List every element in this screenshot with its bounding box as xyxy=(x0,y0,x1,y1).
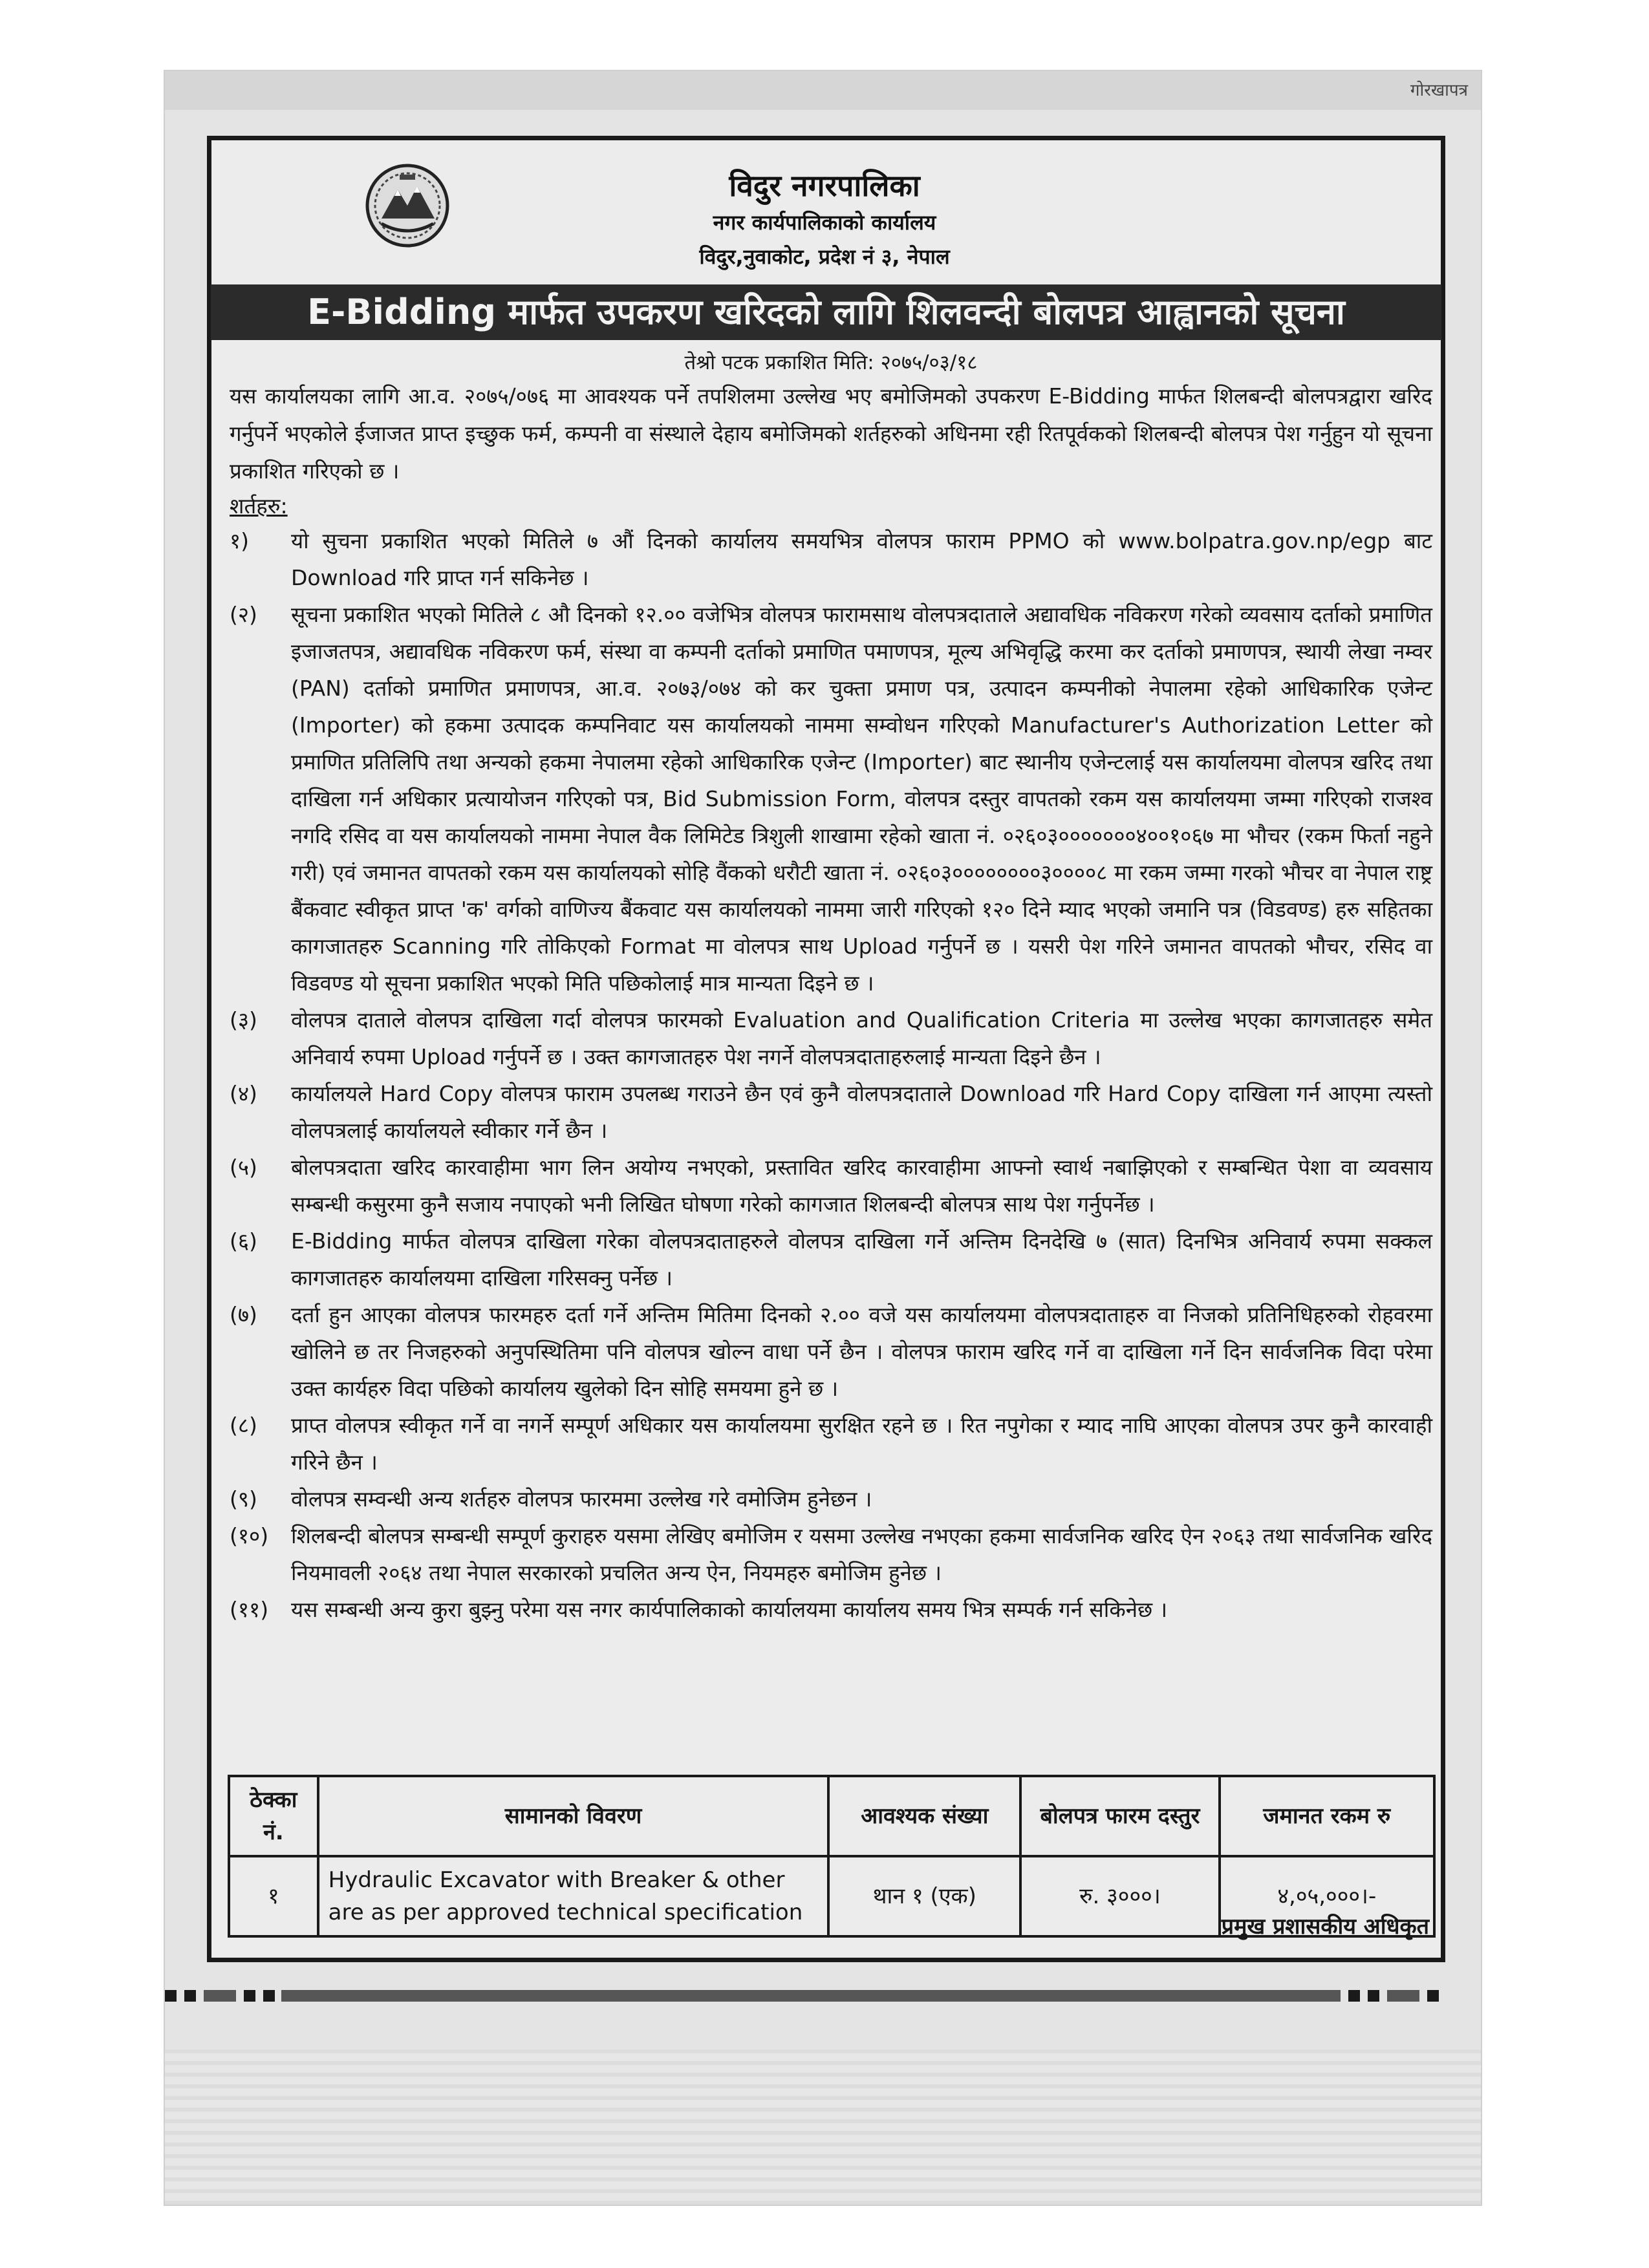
condition-item xyxy=(230,1149,1432,1223)
cell-item-description: Hydraulic Excavator with Breaker & other are as per approved technical specification xyxy=(318,1856,829,1936)
condition-text: बोलपत्रदाता खरिद कारवाहीमा भाग लिन अयोग्य नभएको, प्रस्तावित खरिद कारवाहीमा आफ्नो स्वार्थ नबाझिएको र सम्बन्धित पेशा वा व्यवसाय सम्बन्धी कसुरमा कुनै सजाय नपाएको भनी लिखित घोषणा गरेको कागजात शिलबन्दी बोलपत्र साथ पेश गर्नुपर्नेछ । xyxy=(291,1155,1432,1217)
col-contract-no: ठेक्का नं. xyxy=(229,1776,318,1856)
condition-number: (२) xyxy=(230,602,257,627)
condition-item xyxy=(230,1075,1432,1149)
condition-item xyxy=(230,1001,1432,1075)
condition-item xyxy=(230,1296,1432,1407)
condition-number: (९) xyxy=(230,1486,257,1512)
condition-item xyxy=(230,522,1432,596)
condition-text: वोलपत्र दाताले वोलपत्र दाखिला गर्दा वोलपत्र फारमको Evaluation and Qualification Criteria मा उल्लेख भएका कागजातहरु समेत अनिवार्य रुपमा Upload गर्नुपर्ने छ । उक्त कागजातहरु पेश नगर्ने वोलपत्रदाताहरुलाई मान्यता दिइने छैन । xyxy=(291,1007,1432,1069)
cell-bid-form-fee: रु. ३०००। xyxy=(1020,1856,1219,1936)
condition-text: शिलबन्दी बोलपत्र सम्बन्धी सम्पूर्ण कुराहरु यसमा लेखिए बमोजिम र यसमा उल्लेख नभएका हकमा सार्वजनिक खरिद ऐन २०६३ तथा सार्वजनिक खरिद नियमावली २०६४ तथा नेपाल सरकारको प्रचलित अन्य ऐन, नियमहरु बमोजिम हुनेछ । xyxy=(291,1523,1432,1585)
condition-text: प्राप्त वोलपत्र स्वीकृत गर्ने वा नगर्ने सम्पूर्ण अधिकार यस कार्यालयमा सुरक्षित रहने छ । रित नपुगेका र म्याद नाघि आएका वोलपत्र उपर कुनै कारवाही गरिने छैन । xyxy=(291,1413,1432,1475)
newspaper-masthead-fragment: गोरखापत्र xyxy=(1410,81,1468,100)
condition-item xyxy=(230,1223,1432,1296)
condition-text: वोलपत्र सम्वन्धी अन्य शर्तहरु वोलपत्र फारममा उल्लेख गरे वमोजिम हुनेछन । xyxy=(291,1486,872,1512)
condition-number: १) xyxy=(230,528,250,553)
signatory-title: प्रमुख प्रशासकीय अधिकृत xyxy=(1221,1914,1429,1940)
condition-number: (११) xyxy=(230,1597,269,1622)
condition-text: यस सम्बन्धी अन्य कुरा बुझ्नु परेमा यस नगर कार्यपालिकाको कार्यालयमा कार्यालय समय भित्र सम्पर्क गर्न सकिनेछ । xyxy=(291,1597,1168,1622)
publication-date: तेश्रो पटक प्रकाशित मिति: २०७५/०३/१८ xyxy=(684,351,978,374)
table-header-row xyxy=(229,1776,1434,1856)
notice-body xyxy=(230,343,1432,1628)
decorative-divider xyxy=(165,1990,1442,2002)
conditions-heading: शर्तहरु: xyxy=(230,493,288,519)
col-security-amount: जमानत रकम रु xyxy=(1220,1776,1434,1856)
paper-fold xyxy=(165,2049,1481,2205)
office-name: नगर कार्यपालिकाको कार्यालय xyxy=(713,210,936,235)
newspaper-top-strip xyxy=(165,71,1481,110)
condition-number: (३) xyxy=(230,1007,257,1032)
condition-item xyxy=(230,1517,1432,1591)
condition-item xyxy=(230,1481,1432,1517)
intro-paragraph: यस कार्यालयका लागि आ.व. २०७५/०७६ मा आवश्यक पर्ने तपशिलमा उल्लेख भए बमोजिमको उपकरण E-Bidding मार्फत शिलबन्दी बोलपत्रद्वारा खरिद गर्नुपर्ने भएकोले ईजाजत प्राप्त इच्छुक फर्म, कम्पनी वा संस्थाले देहाय बमोजिमको शर्तहरुको अधिनमा रही रितपूर्वकको शिलबन्दी बोलपत्र पेश गर्नुहुन यो सूचना प्रकाशित गरिएको छ । xyxy=(230,383,1432,484)
condition-item xyxy=(230,596,1432,1001)
col-bid-form-fee: बोलपत्र फारम दस्तुर xyxy=(1020,1776,1219,1856)
cell-security-amount: ४,०५,०००।- xyxy=(1220,1856,1434,1936)
col-item-description: सामानको विवरण xyxy=(318,1776,829,1856)
condition-item xyxy=(230,1591,1432,1628)
condition-number: (१०) xyxy=(230,1523,269,1548)
condition-number: (६) xyxy=(230,1228,257,1254)
condition-text: कार्यालयले Hard Copy वोलपत्र फाराम उपलब्ध गराउने छैन एवं कुनै वोलपत्रदाताले Download गरि Hard Copy दाखिला गर्न आएमा त्यस्तो वोलपत्रलाई कार्यालयले स्वीकार गर्ने छैन । xyxy=(291,1081,1432,1143)
condition-number: (८) xyxy=(230,1413,257,1438)
condition-number: (४) xyxy=(230,1081,257,1106)
office-address: विदुर,नुवाकोट, प्रदेश नं ३, नेपाल xyxy=(699,244,950,269)
notice-title-banner: E-Bidding मार्फत उपकरण खरिदको लागि शिलवन्दी बोलपत्र आह्वानको सूचना xyxy=(211,284,1441,340)
cell-contract-no: १ xyxy=(229,1856,318,1936)
condition-text: दर्ता हुन आएका वोलपत्र फारमहरु दर्ता गर्ने अन्तिम मितिमा दिनको २.०० वजे यस कार्यालयमा वोलपत्रदाताहरु वा निजको प्रतिनिधिहरुको रोहवरमा खोलिने छ तर निजहरुको अनुपस्थितिमा पनि वोलपत्र खोल्न वाधा पर्ने छैन । वोलपत्र फाराम खरिद गर्ने वा दाखिला गर्ने दिन सार्वजनिक विदा परेमा उक्त कार्यहरु विदा पछिको कार्यालय खुलेको दिन सोहि समयमा हुने छ । xyxy=(291,1302,1432,1401)
condition-text: यो सुचना प्रकाशित भएको मितिले ७ औं दिनको कार्यालय समयभित्र वोलपत्र फाराम PPMO को www.bolpatra.gov.np/egp बाट Download गरि प्राप्त गर्न सकिनेछ । xyxy=(291,528,1432,590)
conditions-list xyxy=(230,522,1432,1628)
org-name: विदुर नगरपालिका xyxy=(729,168,920,203)
condition-text: सूचना प्रकाशित भएको मितिले ८ औ दिनको १२.०० वजेभित्र वोलपत्र फारामसाथ वोलपत्रदाताले अद्यावधिक नविकरण गरेको व्यवसाय दर्ताको प्रमाणित इजाजतपत्र, अद्यावधिक नविकरण फर्म, संस्था वा कम्पनी दर्ताको प्रमाणित पमाणपत्र, मूल्य अभिवृद्धि करमा कर दर्ताको प्रमाणपत्र, स्थायी लेखा नम्वर (PAN) दर्ताको प्रमाणित प्रमाणपत्र, आ.व. २०७३/०७४ को कर चुक्ता प्रमाण पत्र, उत्पादन कम्पनीको नेपालमा रहेको आधिकारिक एजेन्ट (Importer) को हकमा उत्पादक कम्पनिवाट यस कार्यालयको नाममा सम्वोधन गरिएको Manufacturer's Authorization Letter को प्रमाणित प्रतिलिपि तथा अन्यको हकमा नेपालमा रहेको आधिकारिक एजेन्ट (Importer) बाट स्थानीय एजेन्टलाई यस कार्यालयमा वोलपत्र खरिद तथा दाखिला गर्न अधिकार प्रत्यायोजन गरिएको पत्र, Bid Submission Form, वोलपत्र दस्तुर वापतको रकम यस कार्यालयमा जम्मा गरिएको राजश्व नगदि रसिद वा यस कार्यालयको नाममा नेपाल वैक लिमिटेड त्रिशुली शाखामा रहेको खाता नं. ०२६०३०००००००४००१०६७ मा भौचर (रकम फिर्ता नहुने गरी) एवं जमानत वापतको रकम यस कार्यालयको सोहि वैंकको धरौटी खाता नं. ०२६०३००००००००३००००८ मा रकम जम्मा गरको भौचर वा नेपाल राष्ट्र बैंकवाट स्वीकृत प्राप्त 'क' वर्गको वाणिज्य बैंकवाट यस कार्यालयको नाममा जारी गरिएको १२० दिने म्याद भएको जमानि पत्र (विडवण्ड) हरु सहितका कागजातहरु Scanning गरि तोकिएको Format मा वोलपत्र साथ Upload गर्नुपर्ने छ । यसरी पेश गरिने जमानत वापतको भौचर, रसिद वा विडवण्ड यो सूचना प्रकाशित भएको मिति पछिकोलाई मात्र मान्यता दिइने छ । xyxy=(291,602,1432,996)
cell-required-quantity: थान १ (एक) xyxy=(828,1856,1020,1936)
condition-number: (५) xyxy=(230,1155,257,1180)
col-required-quantity: आवश्यक संख्या xyxy=(828,1776,1020,1856)
condition-number: (७) xyxy=(230,1302,257,1327)
condition-item xyxy=(230,1407,1432,1481)
condition-text: E-Bidding मार्फत वोलपत्र दाखिला गरेका वोलपत्रदाताहरुले वोलपत्र दाखिला गर्ने अन्तिम दिनदेखि ७ (सात) दिनभित्र अनिवार्य रुपमा सक्कल कागजातहरु कार्यालयमा दाखिला गरिसक्नु पर्नेछ । xyxy=(291,1228,1432,1290)
